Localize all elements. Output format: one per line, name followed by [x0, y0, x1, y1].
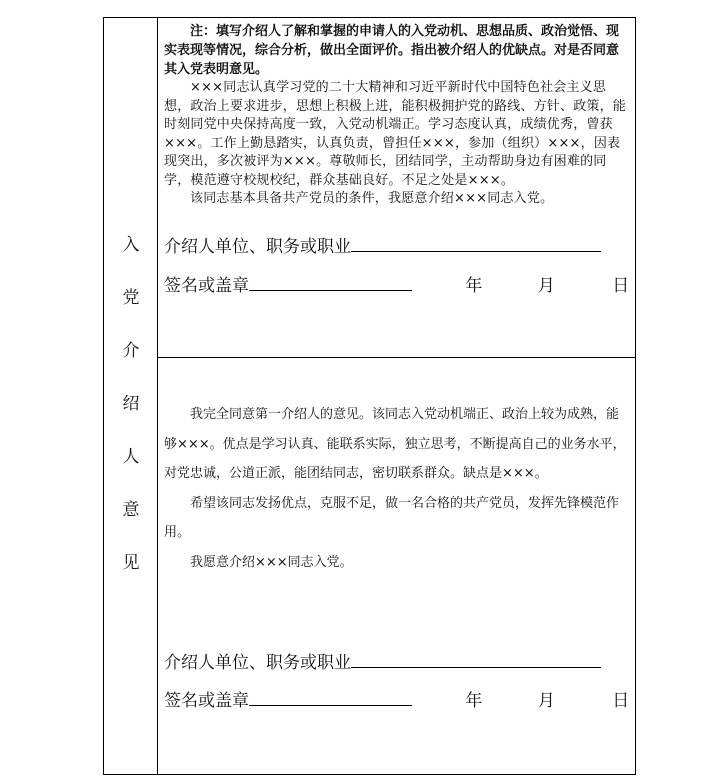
label-char: 见: [122, 553, 140, 573]
recommendation-form-table: [103, 17, 636, 775]
date-year: 年: [465, 276, 483, 296]
opinion-paragraph: ×××同志认真学习党的二十大精神和习近平新时代中国特色社会主义思想，政治上要求进步，思想上积极上进，能积极拥护党的路线、方针、政策，能时刻同党中央保持高度一致，入党动机端正。学习态度认真，成绩优秀，曾获×××。工作上勤恳踏实，认真负责，曾担任×××，参加（组织）×××，因表现突出，多次被评为×××。尊敬师长，团结同学，主动帮助身边有困难的同学，模范遵守校规校纪，群众基础良好。不足之处是×××。: [164, 80, 627, 188]
date-year: 年: [465, 691, 483, 711]
label-char: 绍: [122, 394, 140, 414]
opinion-paragraph: 希望该同志发扬优点，克服不足，做一名合格的共产党员，发挥先锋模范作用。: [164, 495, 620, 540]
date-day: 日: [612, 276, 630, 296]
signature-field[interactable]: [164, 686, 629, 711]
introducer-unit-field[interactable]: [164, 232, 601, 257]
label-char: 意: [122, 500, 140, 520]
first-introducer-section[interactable]: [158, 18, 635, 358]
introducer-unit-line[interactable]: [351, 651, 601, 668]
signature-line[interactable]: [249, 274, 412, 291]
label-char: 介: [122, 341, 140, 361]
signature-line[interactable]: [249, 689, 412, 706]
introducer-unit-line[interactable]: [351, 235, 601, 252]
opinion-conclusion: 我愿意介绍×××同志入党。: [190, 554, 353, 570]
row-label-text: [104, 230, 158, 601]
introducer-unit-label: 介绍人单位、职务或职业: [164, 653, 351, 673]
introducer-unit-field[interactable]: [164, 648, 601, 673]
opinion-paragraph: 我完全同意第一介绍人的意见。该同志入党动机端正、政治上较为成熟，能够×××。优点是学习认真、能联系实际，独立思考，不断提高自己的业务水平，对党忠诚，公道正派，能团结同志，密切联系群众。缺点是×××。: [164, 407, 626, 481]
label-char: 党: [122, 288, 140, 308]
opinion-conclusion: 该同志基本具备共产党员的条件，我愿意介绍×××同志入党。: [190, 191, 554, 206]
date-day: 日: [612, 691, 630, 711]
date-month: 月: [537, 276, 555, 296]
label-char: 人: [122, 447, 140, 467]
instruction-note: 注：填写介绍人了解和掌握的申请人的入党动机、思想品质、政治觉悟、现实表现等情况，综合分析，做出全面评价。指出被介绍人的优缺点。对是否同意其入党表明意见。: [164, 24, 620, 77]
row-label-column: [104, 18, 158, 774]
signature-label: 签名或盖章: [164, 276, 249, 296]
date-month: 月: [537, 691, 555, 711]
second-introducer-section[interactable]: [158, 358, 635, 774]
signature-label: 签名或盖章: [164, 691, 249, 711]
label-char: 入: [122, 235, 140, 255]
signature-field[interactable]: [164, 271, 629, 296]
introducer-unit-label: 介绍人单位、职务或职业: [164, 237, 351, 257]
second-opinion-body: [164, 400, 630, 577]
